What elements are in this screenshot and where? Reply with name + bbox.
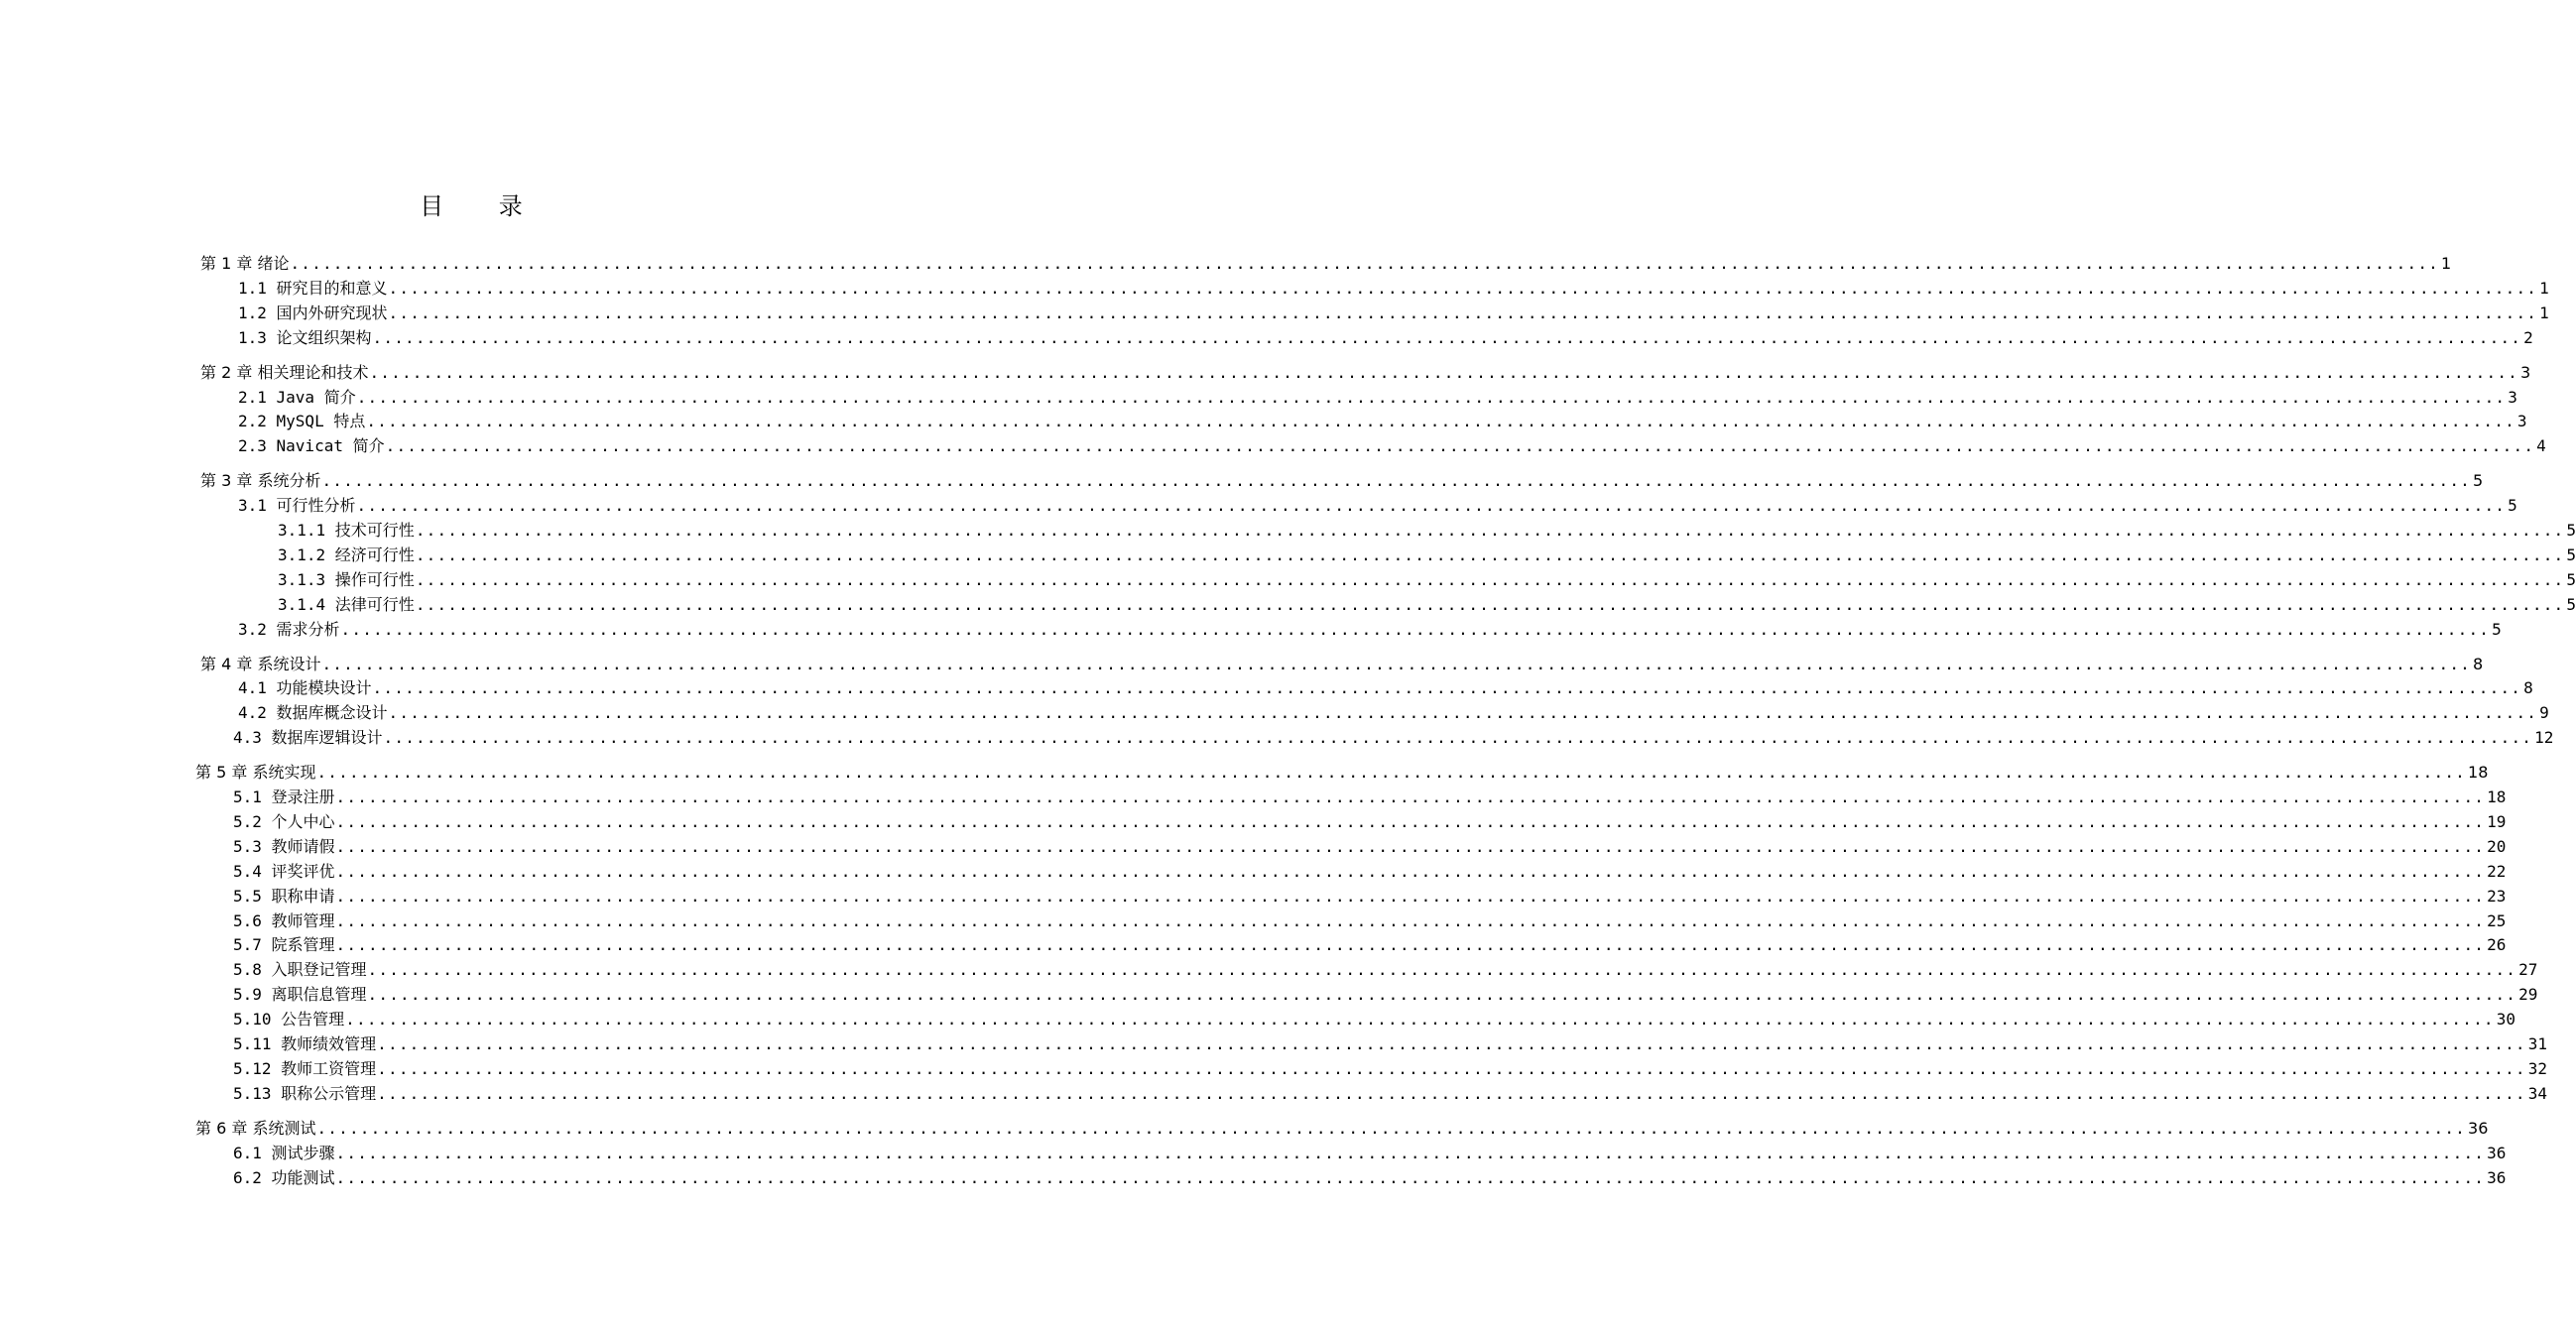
dot-leader: ........................................................................................................................................................................................................	[377, 1058, 2526, 1078]
dot-leader: ........................................................................................................................................................................................................	[335, 788, 2486, 806]
toc-entry-label: 5.2 个人中心	[233, 811, 335, 831]
toc-entry-label: 5.4 评奖评优	[233, 861, 335, 881]
toc-entry-label: 6.1 测试步骤	[233, 1143, 335, 1162]
toc-section-entry[interactable]	[238, 618, 2502, 642]
dot-leader: ........................................................................................................................................................................................................	[335, 935, 2486, 955]
toc-entry-page-number: 32	[2527, 1058, 2547, 1078]
toc-entry-label: 5.13 职称公示管理	[233, 1083, 377, 1103]
toc-entry-page-number: 20	[2487, 836, 2507, 856]
dot-leader: ........................................................................................................................................................................................................	[415, 569, 2565, 589]
dot-leader: ........................................................................................................................................................................................................	[321, 654, 2472, 673]
toc-section-entry[interactable]	[238, 326, 2533, 350]
dot-leader: ........................................................................................................................................................................................................	[366, 412, 2515, 431]
toc-entry-label: 1.1 研究目的和意义	[238, 278, 388, 298]
toc-chapter-entry[interactable]	[200, 653, 2484, 676]
toc-entry-page-number: 5	[2473, 471, 2484, 491]
toc-section-entry[interactable]	[233, 909, 2507, 933]
dot-leader: ........................................................................................................................................................................................................	[345, 1010, 2495, 1030]
toc-entry-label: 第 2 章 相关理论和技术	[200, 362, 369, 382]
toc-section-entry[interactable]	[233, 1142, 2507, 1165]
toc-section-entry[interactable]	[233, 810, 2507, 834]
toc-entry-label: 5.8 入职登记管理	[233, 960, 367, 980]
toc-section-entry[interactable]	[233, 1008, 2515, 1031]
toc-entry-label: 第 4 章 系统设计	[200, 654, 321, 673]
toc-entry-label: 5.6 教师管理	[233, 910, 335, 930]
toc-section-entry[interactable]	[278, 593, 2576, 617]
dot-leader: ........................................................................................................................................................................................................	[415, 594, 2565, 614]
dot-leader: ........................................................................................................................................................................................................	[340, 619, 2491, 639]
dot-leader: ........................................................................................................................................................................................................	[316, 763, 2467, 783]
toc-entry-page-number: 4	[2536, 436, 2546, 456]
toc-entry-page-number: 19	[2487, 811, 2507, 831]
toc-section-entry[interactable]	[238, 386, 2517, 410]
toc-entry-label: 第 6 章 系统测试	[195, 1118, 316, 1138]
toc-section-entry[interactable]	[233, 1032, 2547, 1056]
toc-entry-page-number: 2	[2523, 327, 2533, 347]
toc-entry-page-number: 3	[2516, 412, 2527, 431]
toc-entry-page-number: 5	[2492, 619, 2502, 639]
toc-section-entry[interactable]	[233, 1166, 2507, 1190]
toc-entry-page-number: 3	[2508, 387, 2517, 407]
toc-section-entry[interactable]	[233, 1057, 2547, 1081]
toc-entry-page-number: 12	[2534, 728, 2554, 748]
dot-leader: ........................................................................................................................................................................................................	[367, 960, 2517, 980]
dot-leader: ........................................................................................................................................................................................................	[415, 545, 2565, 564]
toc-entry-label: 1.2 国内外研究现状	[238, 303, 388, 322]
toc-entry-page-number: 8	[2523, 678, 2533, 698]
toc-entry-label: 5.3 教师请假	[233, 836, 335, 856]
toc-entry-page-number: 23	[2487, 886, 2507, 906]
toc-entry-label: 4.2 数据库概念设计	[238, 703, 388, 723]
toc-entry-label: 4.3 数据库逻辑设计	[233, 728, 383, 748]
toc-entry-page-number: 30	[2496, 1010, 2515, 1030]
toc-entry-page-number: 36	[2487, 1143, 2507, 1162]
toc-entry-label: 3.1.2 经济可行性	[278, 545, 415, 564]
toc-entry-page-number: 9	[2539, 703, 2549, 723]
toc-chapter-entry[interactable]	[200, 469, 2484, 493]
toc-section-entry[interactable]	[238, 701, 2549, 725]
toc-entry-label: 3.1.3 操作可行性	[278, 569, 415, 589]
dot-leader: ........................................................................................................................................................................................................	[316, 1118, 2467, 1138]
toc-section-entry[interactable]	[233, 860, 2507, 884]
dot-leader: ........................................................................................................................................................................................................	[335, 811, 2486, 831]
toc-entry-page-number: 26	[2487, 935, 2507, 955]
toc-entry-label: 5.10 公告管理	[233, 1010, 345, 1030]
toc-entry-page-number: 18	[2468, 763, 2489, 783]
toc-section-entry[interactable]	[238, 302, 2549, 325]
toc-entry-label: 5.12 教师工资管理	[233, 1058, 377, 1078]
dot-leader: ........................................................................................................................................................................................................	[388, 303, 2538, 322]
dot-leader: ........................................................................................................................................................................................................	[335, 1143, 2486, 1162]
toc-entry-label: 4.1 功能模块设计	[238, 678, 372, 698]
toc-entry-label: 第 5 章 系统实现	[195, 763, 316, 783]
toc-entry-page-number: 5	[2566, 594, 2576, 614]
dot-leader: ........................................................................................................................................................................................................	[335, 1167, 2486, 1187]
toc-entry-page-number: 1	[2441, 254, 2452, 273]
dot-leader: ........................................................................................................................................................................................................	[383, 728, 2533, 748]
toc-section-entry[interactable]	[233, 835, 2507, 859]
toc-entry-page-number: 3	[2520, 362, 2531, 382]
toc-section-entry[interactable]	[238, 410, 2527, 433]
toc-entry-page-number: 5	[2566, 521, 2576, 540]
toc-entry-page-number: 5	[2566, 569, 2576, 589]
toc-entry-page-number: 36	[2487, 1167, 2507, 1187]
dot-leader: ........................................................................................................................................................................................................	[321, 471, 2472, 491]
dot-leader: ........................................................................................................................................................................................................	[388, 703, 2538, 723]
toc-section-entry[interactable]	[233, 786, 2507, 809]
dot-leader: ........................................................................................................................................................................................................	[372, 678, 2522, 698]
toc-entry-label: 1.3 论文组织架构	[238, 327, 372, 347]
toc-section-entry[interactable]	[233, 958, 2538, 982]
toc-section-entry[interactable]	[278, 519, 2576, 543]
dot-leader: ........................................................................................................................................................................................................	[335, 861, 2486, 881]
toc-entry-label: 5.7 院系管理	[233, 935, 335, 955]
toc-section-entry[interactable]	[238, 434, 2546, 458]
dot-leader: ........................................................................................................................................................................................................	[290, 254, 2440, 273]
toc-chapter-entry[interactable]	[200, 361, 2531, 385]
toc-entry-label: 5.11 教师绩效管理	[233, 1034, 377, 1053]
toc-entry-label: 3.1.4 法律可行性	[278, 594, 415, 614]
dot-leader: ........................................................................................................................................................................................................	[377, 1034, 2526, 1053]
dot-leader: ........................................................................................................................................................................................................	[356, 496, 2507, 516]
toc-chapter-entry[interactable]	[195, 761, 2489, 785]
toc-entry-page-number: 18	[2487, 788, 2507, 806]
toc-entry-label: 5.9 离职信息管理	[233, 985, 367, 1005]
dot-leader: ........................................................................................................................................................................................................	[335, 910, 2486, 930]
toc-entry-page-number: 36	[2468, 1118, 2489, 1138]
toc-entry-page-number: 8	[2473, 654, 2484, 673]
toc-section-entry[interactable]	[238, 494, 2517, 518]
toc-entry-label: 3.1.1 技术可行性	[278, 521, 415, 540]
dot-leader: ........................................................................................................................................................................................................	[367, 985, 2517, 1005]
toc-entry-label: 第 3 章 系统分析	[200, 471, 321, 491]
dot-leader: ........................................................................................................................................................................................................	[377, 1083, 2526, 1103]
toc-entry-label: 5.1 登录注册	[233, 788, 335, 806]
toc-entry-page-number: 29	[2518, 985, 2538, 1005]
toc-entry-label: 2.1 Java 简介	[238, 387, 356, 407]
toc-entry-page-number: 34	[2527, 1083, 2547, 1103]
toc-entry-page-number: 1	[2539, 278, 2549, 298]
toc-section-entry[interactable]	[278, 544, 2576, 567]
toc-entry-page-number: 31	[2527, 1034, 2547, 1053]
toc-section-entry[interactable]	[238, 676, 2533, 700]
toc-section-entry[interactable]	[278, 568, 2576, 592]
toc-chapter-entry[interactable]	[195, 1117, 2489, 1141]
toc-section-entry[interactable]	[238, 277, 2549, 301]
toc-section-entry[interactable]	[233, 983, 2538, 1007]
toc-entry-page-number: 5	[2508, 496, 2517, 516]
toc-entry-label: 第 1 章 绪论	[200, 254, 290, 273]
dot-leader: ........................................................................................................................................................................................................	[356, 387, 2507, 407]
dot-leader: ........................................................................................................................................................................................................	[369, 362, 2519, 382]
toc-section-entry[interactable]	[233, 933, 2507, 957]
toc-entry-page-number: 25	[2487, 910, 2507, 930]
toc-entry-label: 5.5 职称申请	[233, 886, 335, 906]
toc-entry-label: 6.2 功能测试	[233, 1167, 335, 1187]
dot-leader: ........................................................................................................................................................................................................	[385, 436, 2535, 456]
toc-entry-page-number: 22	[2487, 861, 2507, 881]
toc-entry-page-number: 27	[2518, 960, 2538, 980]
toc-entry-label: 2.3 Navicat 简介	[238, 436, 385, 456]
toc-entry-label: 3.1 可行性分析	[238, 496, 356, 516]
toc-section-entry[interactable]	[233, 726, 2554, 750]
toc-entry-label: 2.2 MySQL 特点	[238, 412, 366, 431]
toc-section-entry[interactable]	[233, 885, 2507, 909]
toc-entry-page-number: 5	[2566, 545, 2576, 564]
dot-leader: ........................................................................................................................................................................................................	[335, 886, 2486, 906]
toc-entry-page-number: 1	[2539, 303, 2549, 322]
dot-leader: ........................................................................................................................................................................................................	[372, 327, 2522, 347]
toc-section-entry[interactable]	[233, 1082, 2547, 1106]
toc-entry-label: 3.2 需求分析	[238, 619, 340, 639]
toc-chapter-entry[interactable]	[200, 252, 2452, 276]
dot-leader: ........................................................................................................................................................................................................	[415, 521, 2565, 540]
dot-leader: ........................................................................................................................................................................................................	[388, 278, 2538, 298]
dot-leader: ........................................................................................................................................................................................................	[335, 836, 2486, 856]
page-title: 目 录	[420, 192, 547, 220]
